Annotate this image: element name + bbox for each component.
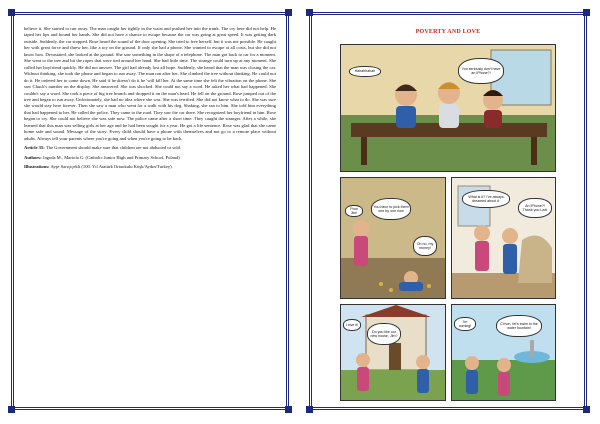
story-column <box>24 26 276 174</box>
speech-bubble: Oh no, my money! <box>413 236 437 256</box>
illustrations-text: Ayşe Sarıçiçekli (100. Yıl Atatürk Ortaokulu Köşk/Aydın/Turkey) <box>50 164 172 170</box>
right-page <box>306 9 590 413</box>
speech-bubble: I love it! <box>343 319 361 331</box>
corner-ornament <box>8 406 15 413</box>
speech-bubble: An IPhone?! Thank you Lea! <box>518 198 552 218</box>
corner-ornament <box>306 406 313 413</box>
illustrations-line <box>24 164 276 170</box>
comic-panel-1 <box>340 44 556 172</box>
corner-ornament <box>583 406 590 413</box>
left-page <box>8 9 292 413</box>
authors-text: Jagoda M., Mariola G. (Catholic Junior High and Primary School, Poland) <box>42 154 180 160</box>
corner-ornament <box>583 9 590 16</box>
speech-bubble: C'mon, let's swim to the water fountain! <box>496 315 542 337</box>
comic-panel-4 <box>340 304 446 401</box>
article-line <box>24 145 276 151</box>
corner-ornament <box>306 9 313 16</box>
corner-ornament <box>285 9 292 16</box>
speech-bubble: Poor Jim! <box>345 205 363 217</box>
authors-label: Authors: <box>24 154 42 160</box>
speech-bubble: Hahahhahah <box>349 66 381 77</box>
comic-panel-5 <box>451 304 556 401</box>
speech-bubble: What is it? I've always dreamed about it. <box>462 190 510 208</box>
article-text: The Government should make sure that children are not abducted or sold. <box>45 145 182 151</box>
article-label: Article 35: <box>24 145 45 151</box>
corner-ornament <box>8 9 15 16</box>
speech-bubble: You have to pick them one by one now <box>371 198 411 220</box>
speech-bubble: You seriously don't have an iPhone?! <box>458 58 504 84</box>
speech-bubble: Do you like our new house, Jim? <box>367 323 401 345</box>
authors-line <box>24 155 276 161</box>
comic-panel-2 <box>340 177 446 299</box>
speech-bubble: I'm coming! <box>454 317 476 331</box>
corner-ornament <box>285 406 292 413</box>
panel-1-scene <box>341 45 556 172</box>
comic-title: POVERTY AND LOVE <box>415 29 481 35</box>
comic-panel-3 <box>451 177 556 299</box>
illustrations-label: Illustrations: <box>24 164 50 170</box>
story-text: believe it. She started to run away. The man caught her tightly in the waist and pushed her into the trunk. The cry here did not help. He taped her lips and bound her hands. She did not have a chance to escape because the car was going at great speed. It was getting dark outside. Suddenly, the car stopped. Rose heard the sound of the door opening. She tried to free herself, but it was not possible. He caught her with great force and threw her, like a toy on the ground. If only she had a phone. She wanted to escape at all costs, but she did not know how. Devastated, she looked at the ground. She saw something in the shape of a telephone. The man got back to car for a moment. She went to the tree and bit the ropes that were tied around her hand. She had little time. The strange could turn up at any moment. She called her boyfriend quickly. He did not answer. The girl had already lost all hope. Suddenly, she heard that the man was closing the car. Without thinking, she took the phone and began to run away. The man ran after her. She climbed the tree without thinking. He could not do it. He ordered her to come down. He said if he doesn't do it he 'will kill her. At the same time she felt the vibration on the phone. She saw Chuck's number on the display. She answered. She was shocked. She could not say a word. He asked her what had happened. She couldn't say a word. She took a piece of big tree branch and dropped it on the man's head. He fell on the ground. Rose jumped out of the tree and began to run away. Unfortunately, she had no idea where she was. She was terrified. She did not know what to do. She was sure she would stay here forever. Then she saw a man who went for a walk with his dog. Shaking, she ran to him. She told him everything that had happened to her. He called the police. They came to the road. They saw the car there. She recognized her boyfriend in him. Rose began to cry. She could not believe she was safe now. The police came after a short time. They caught the stranger. After a while, she learned that this man was selling girls at her age and he had been sought for a year. He got a life sentence. Rose was glad that she came home safe and sound. Message of the story: Every child should have a phone with themselves and not go to a remote place without adults. Always tell your parents where you're going and when you're going to be back. <box>24 26 276 141</box>
